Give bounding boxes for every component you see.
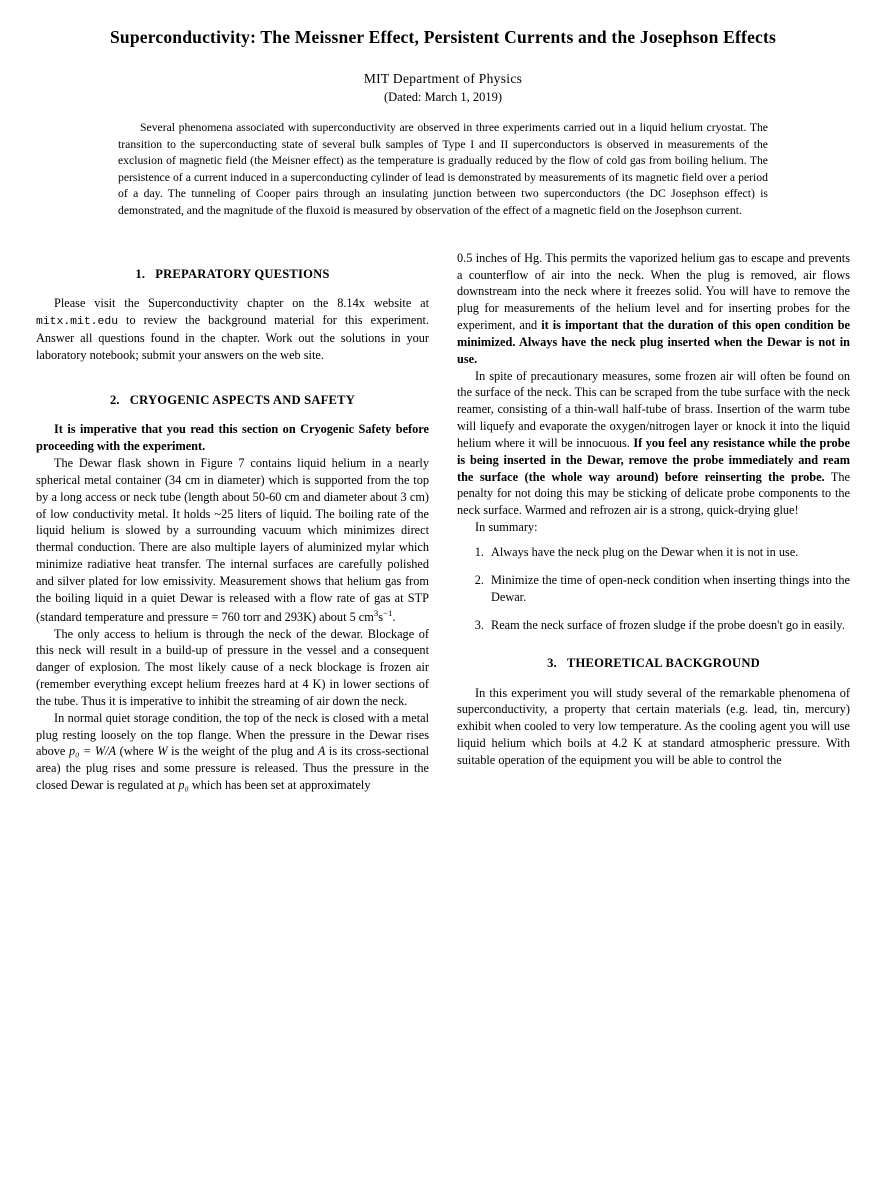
plug-text: 0.5 inches of Hg. This permits the vaporized helium gas to escape and prevents a counterflow of air into the neck. When the plug is removed, air flows downstream into the neck where it freezes solid. You will have to remove the plug for measurements of the helium level and for inserting probes for the experiment, and bbox=[457, 250, 850, 333]
paragraph-neck-access: The only access to helium is through the neck of the dewar. Blockage of this neck will result in a build-up of pressure in the vessel and a consequent danger of explosion. The most likely cause of a neck blockage is frozen air (remember everything except helium freezes hard at 4 K) in lower sections of the tube. Thus it is imperative to inhibit the streaming of air down the neck. bbox=[36, 626, 429, 708]
section-title: PREPARATORY QUESTIONS bbox=[155, 266, 330, 281]
paragraph-storage bbox=[36, 710, 429, 794]
prep-text-b: to review the background material for this experiment. Answer all questions found in the chapter. Work out the solutions in your laboratory notebook; submit your answers on the web site. bbox=[36, 312, 429, 363]
period: . bbox=[392, 609, 396, 624]
affiliation: MIT Department of Physics bbox=[363, 70, 523, 86]
left-column bbox=[36, 250, 429, 794]
list-item: 2. Minimize the time of open-neck condition when inserting things into the Dewar. bbox=[487, 572, 850, 606]
paragraph-plug bbox=[457, 250, 850, 368]
resistance-warning-bold: If you feel any resistance while the probe is being inserted in the Dewar, remove the probe immediately and ream the surface (the whole way around) before reinserting the probe. bbox=[457, 435, 850, 484]
section-number: 1. bbox=[135, 266, 146, 281]
author-block bbox=[0, 70, 886, 106]
right-column bbox=[457, 250, 850, 794]
paper-page bbox=[0, 26, 886, 1179]
storage-text-d: is its cross-sectional area) the plug rises and some pressure is released. Thus the pressure in the closed Dewar is regulated at bbox=[36, 744, 429, 793]
abstract bbox=[118, 120, 768, 220]
paragraph-theory: In this experiment you will study several of the remarkable phenomena of superconductivity, a property that certain materials (e.g. lead, tin, mercury) exhibit when cooled to very low temperature. As the cooling agent you will use liquid helium which boils at 4.2 K at standard atmospheric pressure. With suitable operation of the equipment you will be able to control the bbox=[457, 685, 850, 768]
equation-p0: p₀ = W/A bbox=[68, 744, 117, 759]
dewar-text: The Dewar flask shown in Figure 7 contains liquid helium in a nearly spherical metal container (34 cm in diameter) which is supported from the top by a long access or neck tube (length about 50-60 cm and diameter about 3 cm) of low conductivity metal. It holds ~25 liters of liquid. The boiling rate of the liquid helium is slowed by a surrounding vacuum which minimizes direct thermal conduction. There are also multiple layers of aluminized mylar which minimize radiative heat transfer. The internal surfaces are carefully polished and silver plated for low emissivity. Measurement shows that helium gas from the boiling liquid in a quiet Dewar is released with a flow rate of gas at STP (standard temperature and pressure = 760 torr and 293K) about 5 cm bbox=[36, 456, 429, 624]
storage-text-a: In normal quiet storage condition, the top of the neck is closed with a metal plug resting loosely on the top flange. When the pressure in the Dewar rises above bbox=[36, 710, 429, 759]
abstract-text: Several phenomena associated with superconductivity are observed in three experiments carried out in a liquid helium cryostat. The transition to the superconducting state of several bulk samples of Type I and II superconductors is observed in measurements of the exclusion of magnetic field (the Meisner effect) as the temperature is gradually reduced by the flow of cold gas from boiling helium. The persistence of a current induced in a superconducting cylinder of lead is demonstrated by measurements of its magnetic field over a period of a day. The tunneling of Cooper pairs through an insulating junction between two superconductors (the DC Josephson effect) is demonstrated, and the magnitude of the fluxoid is measured by observation of the effect of a magnetic field on the Josephson current. bbox=[118, 121, 768, 218]
exponent-three: 3 bbox=[373, 607, 379, 618]
plug-warning-bold: it is important that the duration of this open condition be minimized. Always have the neck plug inserted when the Dewar is not in use. bbox=[457, 318, 850, 366]
symbol-w: W bbox=[157, 744, 168, 759]
storage-text-e: which has been set at approximately bbox=[188, 778, 371, 793]
mitx-url: mitx.mit.edu bbox=[36, 315, 119, 328]
paragraph-summary-intro: In summary: bbox=[475, 520, 538, 535]
unit-s: s bbox=[378, 609, 384, 624]
storage-text-b: (where bbox=[116, 744, 158, 759]
paragraph-prep bbox=[36, 295, 429, 364]
symbol-p0: p₀ bbox=[178, 778, 189, 793]
prep-text-a: Please visit the Superconductivity chapter on the 8.14x website at bbox=[54, 295, 429, 310]
section-title: THEORETICAL BACKGROUND bbox=[566, 656, 760, 671]
section-heading-preparatory bbox=[36, 266, 429, 283]
list-item: 3. Ream the neck surface of frozen sludge if the probe doesn't go in easily. bbox=[487, 617, 850, 634]
exponent-minus-one: −1 bbox=[383, 607, 393, 618]
section-number: 2. bbox=[109, 393, 120, 408]
list-item: 1. Always have the neck plug on the Dewar when it is not in use. bbox=[487, 544, 850, 561]
date-line: (Dated: March 1, 2019) bbox=[383, 89, 503, 104]
section-heading-cryogenic bbox=[36, 392, 429, 409]
paragraph-frozen-air bbox=[457, 368, 850, 520]
frozen-air-text-a: In spite of precautionary measures, some frozen air will often be found on the surface of the neck. This can be scraped from the tube surface with the neck reamer, consisting of a thin-wall half-tube of brass. Insertion of the warm tube will liquefy and evaporate the oxygen/nitrogen layer or knock it into the liquid helium where it will be innocuous. bbox=[457, 368, 850, 450]
section-heading-theoretical bbox=[457, 655, 850, 672]
section-number: 3. bbox=[547, 656, 557, 671]
paragraph-safety-bold: It is imperative that you read this section on Cryogenic Safety before proceeding with the experiment. bbox=[36, 422, 429, 454]
paragraph-dewar bbox=[36, 455, 429, 626]
symbol-a: A bbox=[317, 744, 326, 759]
section-title: CRYOGENIC ASPECTS AND SAFETY bbox=[129, 393, 356, 408]
frozen-air-text-b: The penalty for not doing this may be sticking of delicate probe components to the neck surface. Warmed and refrozen air is a strong, quick-drying glue! bbox=[457, 469, 850, 518]
storage-text-c: is the weight of the plug and bbox=[167, 744, 318, 759]
two-column-body bbox=[36, 250, 850, 794]
summary-list bbox=[457, 544, 850, 633]
page-title: Superconductivity: The Meissner Effect, Persistent Currents and the Josephson Effects bbox=[109, 27, 777, 47]
